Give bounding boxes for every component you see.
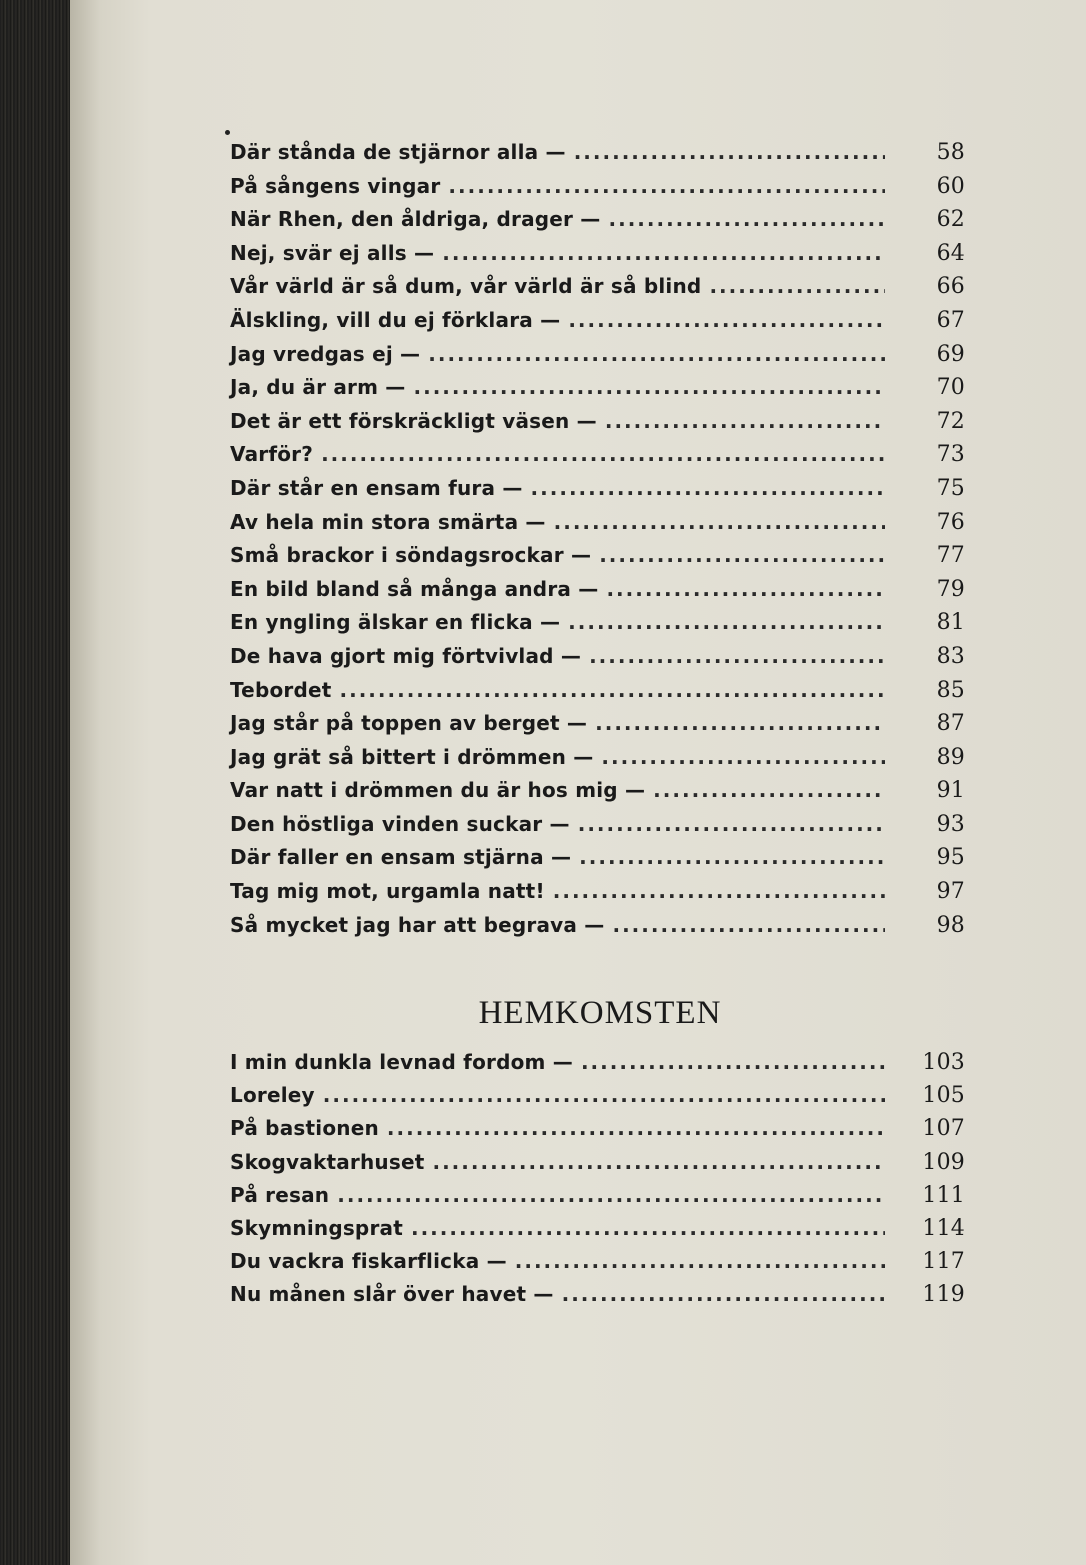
toc-entry-title: I min dunkla levnad fordom — xyxy=(230,1050,573,1074)
toc-entry xyxy=(230,678,965,712)
dot-leader xyxy=(601,745,885,769)
toc-entry-page-number: 81 xyxy=(936,610,965,636)
table-of-contents-part-1 xyxy=(230,140,965,946)
dot-leader xyxy=(653,778,885,802)
toc-entry-title: Den höstliga vinden suckar — xyxy=(230,811,570,836)
toc-entry-page-number: 66 xyxy=(936,274,965,300)
toc-entry-title: Älskling, vill du ej förklara — xyxy=(230,307,561,332)
dot-leader xyxy=(323,1083,885,1107)
toc-entry-page-number: 79 xyxy=(936,576,965,602)
toc-entry xyxy=(230,1083,965,1116)
toc-entry xyxy=(230,812,965,846)
dot-leader xyxy=(609,207,886,231)
toc-entry-page-number: 107 xyxy=(922,1116,965,1142)
dot-leader xyxy=(414,375,886,399)
toc-entry xyxy=(230,140,965,174)
dot-leader xyxy=(595,711,885,735)
dot-leader xyxy=(448,174,885,198)
toc-entry xyxy=(230,174,965,208)
toc-entry-title: Nu månen slår över havet — xyxy=(230,1282,554,1307)
toc-entry xyxy=(230,308,965,342)
dot-leader xyxy=(387,1116,885,1140)
toc-entry-title: Ja, du är arm — xyxy=(230,375,406,400)
dot-leader xyxy=(612,913,885,937)
toc-entry-page-number: 76 xyxy=(936,509,965,535)
toc-entry-page-number: 70 xyxy=(936,375,965,401)
toc-entry-page-number: 114 xyxy=(922,1215,965,1241)
dot-leader xyxy=(337,1183,885,1207)
toc-entry xyxy=(230,845,965,879)
toc-entry xyxy=(230,610,965,644)
toc-entry-page-number: 95 xyxy=(936,845,965,871)
toc-entry-page-number: 109 xyxy=(922,1149,965,1175)
toc-entry-page-number: 89 xyxy=(936,744,965,770)
dot-leader xyxy=(578,812,885,836)
toc-entry xyxy=(230,577,965,611)
toc-entry-title: Var natt i drömmen du är hos mig — xyxy=(230,778,646,803)
toc-entry-page-number: 111 xyxy=(922,1182,965,1208)
toc-entry xyxy=(230,274,965,308)
toc-entry xyxy=(230,1183,965,1216)
dot-leader xyxy=(599,543,885,567)
toc-entry-title: Du vackra fiskarflicka — xyxy=(230,1249,507,1274)
toc-entry xyxy=(230,745,965,779)
toc-entry xyxy=(230,711,965,745)
dot-leader xyxy=(709,274,885,298)
toc-entry-page-number: 75 xyxy=(936,475,965,501)
toc-entry xyxy=(230,1116,965,1149)
toc-entry-page-number: 58 xyxy=(936,140,965,165)
toc-entry-title: Där faller en ensam stjärna — xyxy=(230,845,572,870)
toc-entry-title: Så mycket jag har att begrava — xyxy=(230,912,605,937)
toc-entry-page-number: 103 xyxy=(922,1050,965,1075)
toc-entry-page-number: 87 xyxy=(936,711,965,737)
section-heading: HEMKOMSTEN xyxy=(478,995,722,1031)
toc-entry-page-number: 62 xyxy=(936,207,965,233)
dot-leader xyxy=(340,678,885,702)
toc-entry-page-number: 67 xyxy=(936,307,965,333)
toc-entry xyxy=(230,1216,965,1249)
dot-leader xyxy=(568,610,885,634)
dot-leader xyxy=(574,140,885,164)
toc-entry xyxy=(230,1150,965,1183)
toc-entry xyxy=(230,375,965,409)
toc-entry xyxy=(230,510,965,544)
toc-entry-title: Varför? xyxy=(230,442,314,467)
dot-leader xyxy=(579,845,885,869)
toc-entry xyxy=(230,442,965,476)
dot-leader xyxy=(553,879,885,903)
dot-leader xyxy=(554,510,885,534)
toc-entry-page-number: 98 xyxy=(936,912,965,938)
table-of-contents-part-2 xyxy=(230,1050,965,1316)
dot-leader xyxy=(321,442,885,466)
dot-leader xyxy=(411,1216,885,1240)
toc-entry-page-number: 119 xyxy=(922,1282,965,1308)
toc-entry-title: På bastionen xyxy=(230,1116,379,1141)
dot-leader xyxy=(562,1282,885,1306)
dot-leader xyxy=(605,409,885,433)
toc-entry-page-number: 60 xyxy=(936,173,965,199)
toc-entry xyxy=(230,778,965,812)
toc-entry-title: När Rhen, den åldriga, drager — xyxy=(230,207,601,232)
toc-entry-title: Jag vredgas ej — xyxy=(230,341,421,366)
toc-entry-title: Av hela min stora smärta — xyxy=(230,509,546,534)
toc-entry-title: På resan xyxy=(230,1182,330,1207)
toc-entry xyxy=(230,543,965,577)
toc-entry-title: Vår värld är så dum, vår värld är så blind xyxy=(230,274,702,299)
toc-entry-page-number: 93 xyxy=(936,811,965,837)
toc-entry-page-number: 64 xyxy=(936,240,965,266)
toc-entry-page-number: 77 xyxy=(936,543,965,569)
toc-entry-title: Nej, svär ej alls — xyxy=(230,240,435,265)
dot-leader xyxy=(568,308,885,332)
toc-entry-title: De hava gjort mig förtvivlad — xyxy=(230,643,582,668)
toc-entry xyxy=(230,1282,965,1315)
toc-entry-title: Där stånda de stjärnor alla — xyxy=(230,140,566,164)
toc-entry-title: En yngling älskar en flicka — xyxy=(230,610,561,635)
toc-entry xyxy=(230,476,965,510)
toc-entry-title: En bild bland så många andra — xyxy=(230,576,599,601)
toc-entry xyxy=(230,409,965,443)
toc-entry-page-number: 73 xyxy=(936,442,965,468)
dot-leader xyxy=(428,342,885,366)
toc-entry-page-number: 69 xyxy=(936,341,965,367)
toc-entry-page-number: 85 xyxy=(936,677,965,703)
dot-leader xyxy=(432,1150,885,1174)
toc-entry-page-number: 83 xyxy=(936,643,965,669)
toc-entry-page-number: 105 xyxy=(922,1083,965,1109)
toc-entry-page-number: 117 xyxy=(922,1249,965,1275)
toc-entry-title: Små brackor i söndagsrockar — xyxy=(230,543,592,568)
toc-entry-title: Jag grät så bittert i drömmen — xyxy=(230,744,594,769)
toc-entry-title: Där står en ensam fura — xyxy=(230,475,523,500)
dot-leader xyxy=(531,476,885,500)
toc-entry xyxy=(230,241,965,275)
toc-entry-title: Skogvaktarhuset xyxy=(230,1149,425,1174)
toc-entry-title: Det är ett förskräckligt väsen — xyxy=(230,408,597,433)
toc-entry-page-number: 72 xyxy=(936,408,965,434)
dot-leader xyxy=(581,1050,885,1074)
printer-mark xyxy=(225,130,230,135)
toc-entry xyxy=(230,342,965,376)
dot-leader xyxy=(442,241,885,265)
toc-entry-page-number: 97 xyxy=(936,879,965,905)
dot-leader xyxy=(515,1249,885,1273)
dot-leader xyxy=(589,644,885,668)
toc-entry xyxy=(230,207,965,241)
toc-entry-title: Tebordet xyxy=(230,677,332,702)
toc-entry xyxy=(230,1050,965,1083)
toc-entry-title: Skymningsprat xyxy=(230,1215,403,1240)
toc-entry xyxy=(230,644,965,678)
dot-leader xyxy=(606,577,885,601)
toc-entry xyxy=(230,1249,965,1282)
toc-entry-title: Loreley xyxy=(230,1083,315,1108)
toc-entry xyxy=(230,913,965,947)
toc-entry-page-number: 91 xyxy=(936,778,965,804)
toc-entry-title: På sångens vingar xyxy=(230,173,441,198)
toc-entry-title: Tag mig mot, urgamla natt! xyxy=(230,879,545,904)
toc-entry-title: Jag står på toppen av berget — xyxy=(230,711,588,736)
toc-entry xyxy=(230,879,965,913)
